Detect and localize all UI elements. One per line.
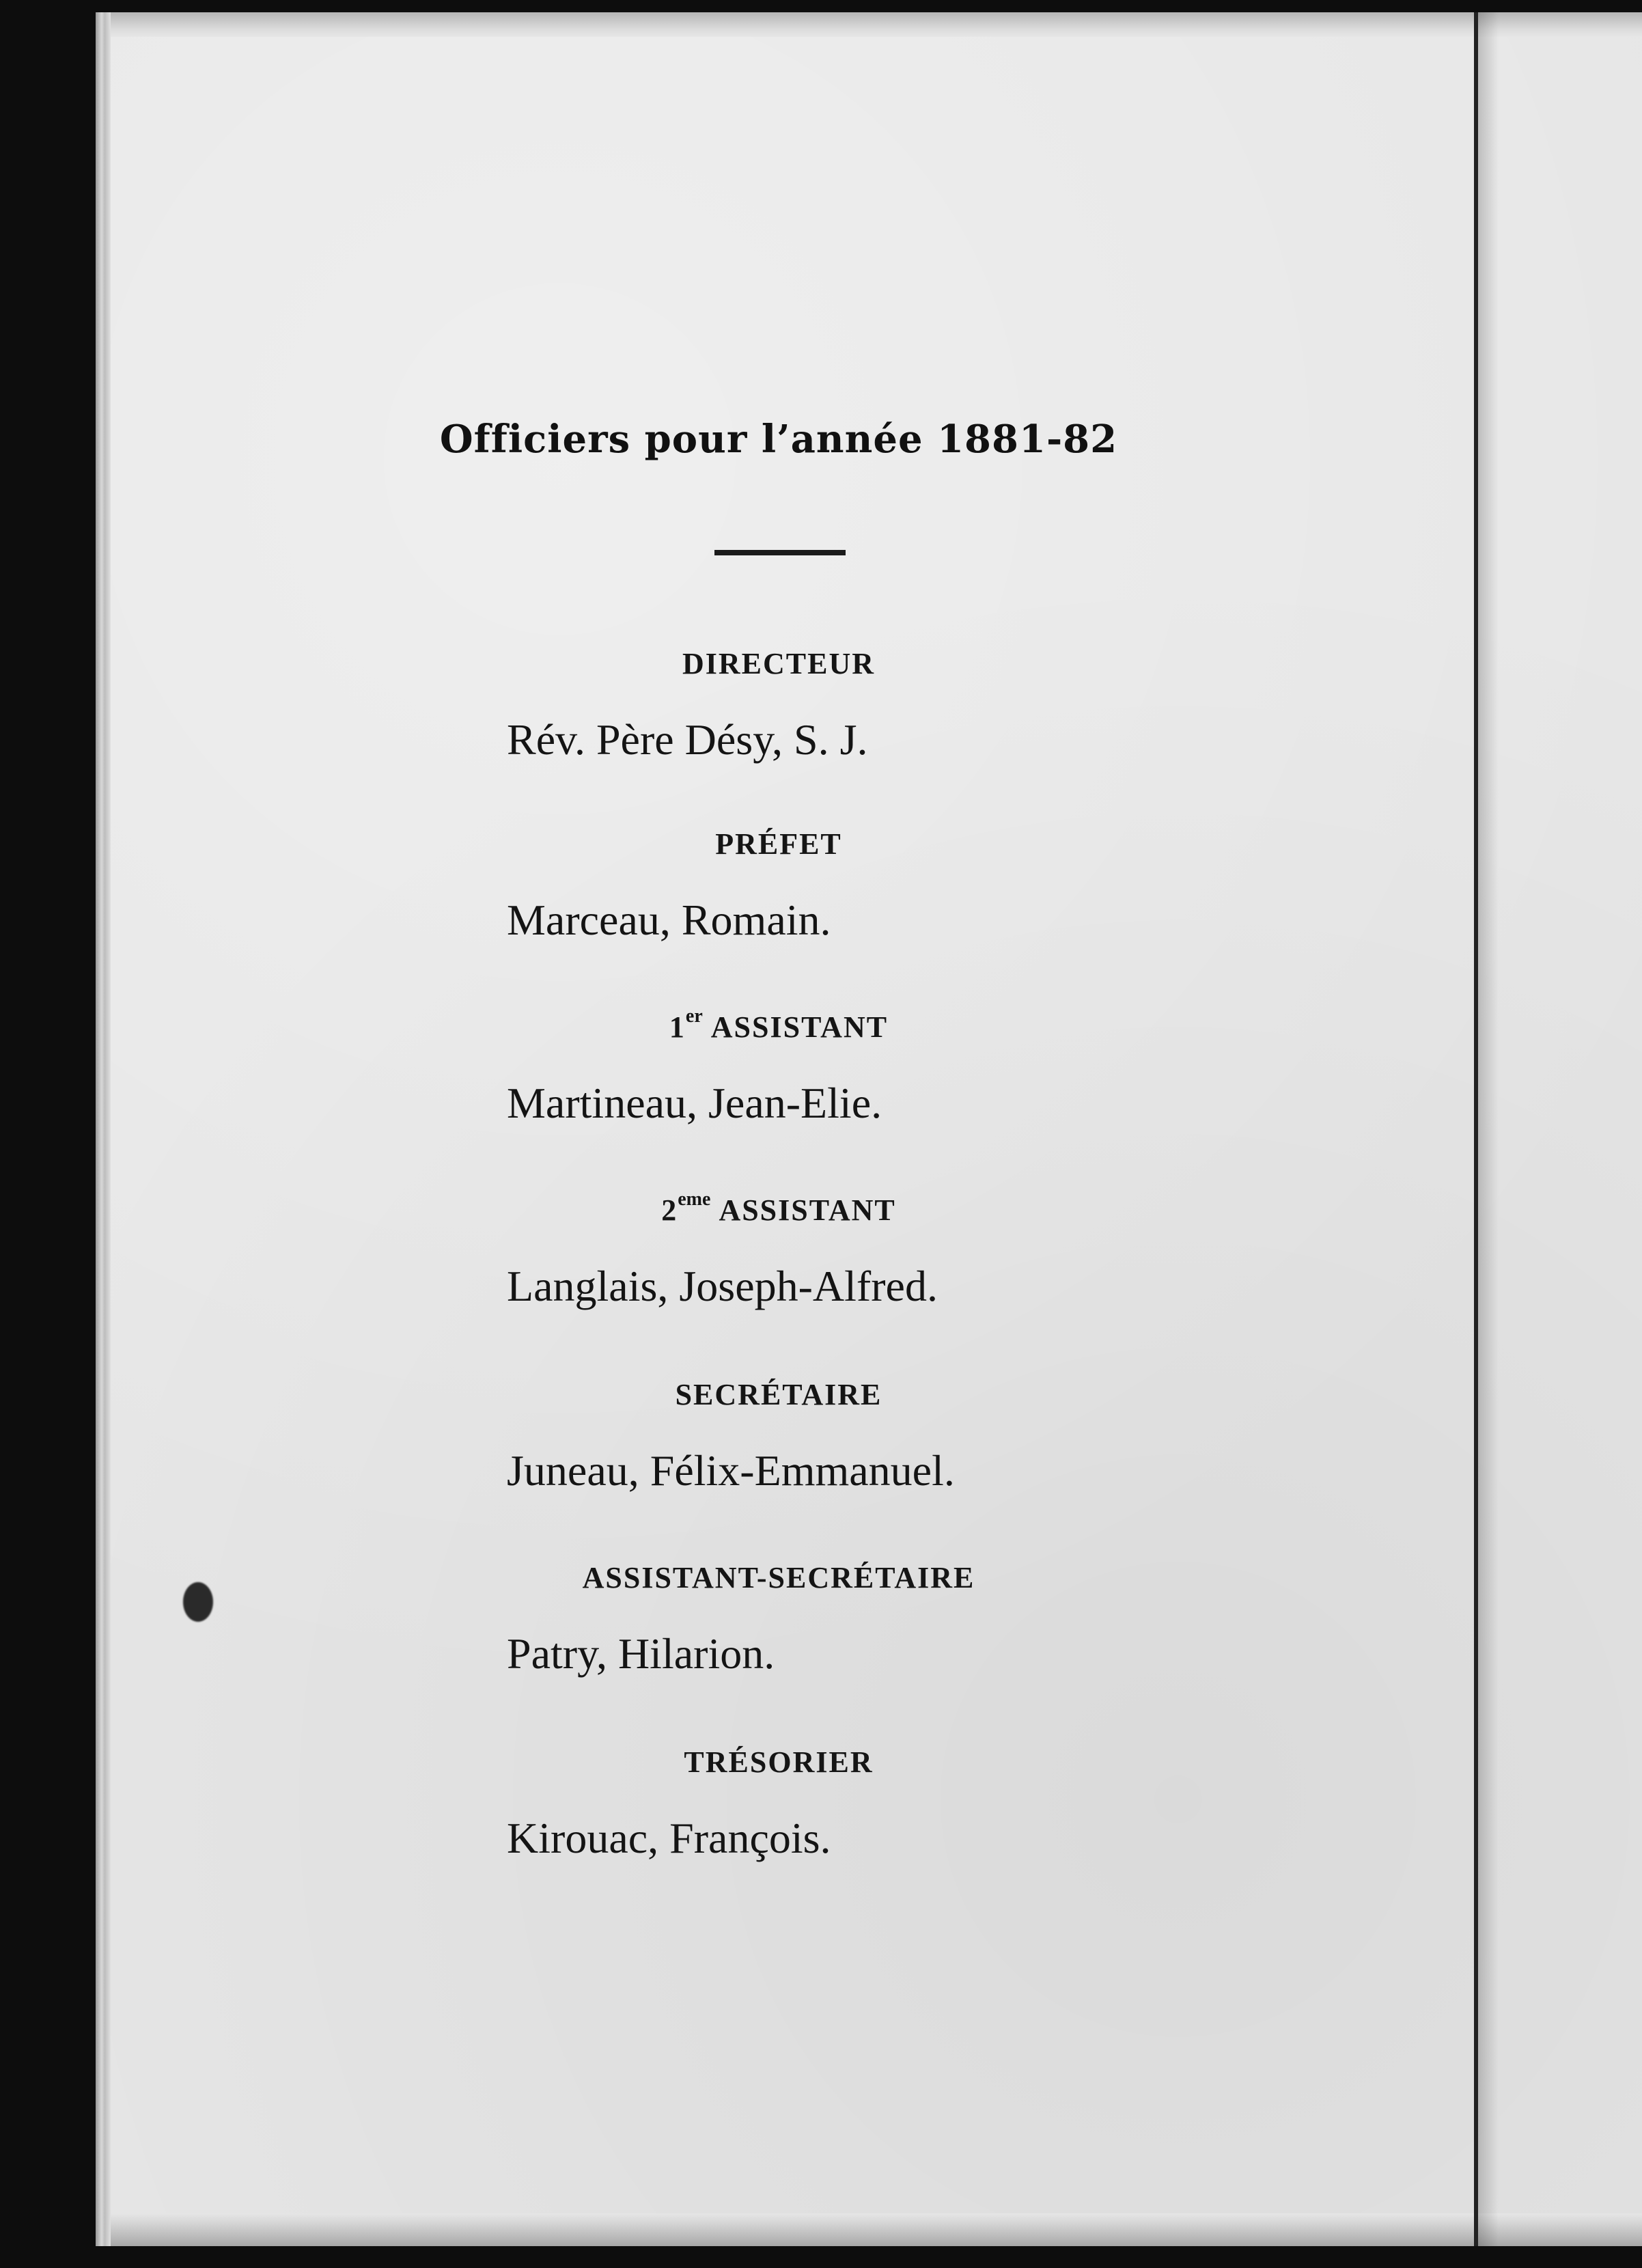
role-assistant-secretaire: ASSISTANT-SECRÉTAIRE xyxy=(582,1561,975,1594)
role-label: ASSISTANT xyxy=(710,1010,889,1044)
name-first-assistant: Martineau, Jean-Elie. xyxy=(507,1079,882,1127)
role-secretaire: SECRÉTAIRE xyxy=(675,1378,882,1411)
role-second-assistant xyxy=(0,1189,1557,1228)
name-assistant-secretaire: Patry, Hilarion. xyxy=(507,1629,775,1678)
role-ordinal: 2 xyxy=(661,1193,678,1227)
name-directeur: Rév. Père Désy, S. J. xyxy=(507,715,868,764)
name-prefet: Marceau, Romain. xyxy=(507,896,831,944)
role-ordinal: 1 xyxy=(669,1010,686,1044)
role-superscript: eme xyxy=(678,1189,711,1211)
role-prefet: PRÉFET xyxy=(715,827,842,861)
role-tresorier: TRÉSORIER xyxy=(684,1745,874,1779)
role-superscript: er xyxy=(685,1006,703,1027)
name-secretaire: Juneau, Félix-Emmanuel. xyxy=(507,1446,955,1495)
title-rule xyxy=(714,550,846,555)
role-label: ASSISTANT xyxy=(719,1193,896,1227)
page-title: Officiers pour l’année 1881-82 xyxy=(439,417,1118,462)
name-second-assistant: Langlais, Joseph-Alfred. xyxy=(507,1262,938,1310)
name-tresorier: Kirouac, François. xyxy=(507,1814,831,1862)
role-directeur: DIRECTEUR xyxy=(682,647,876,680)
role-first-assistant xyxy=(0,1006,1557,1045)
